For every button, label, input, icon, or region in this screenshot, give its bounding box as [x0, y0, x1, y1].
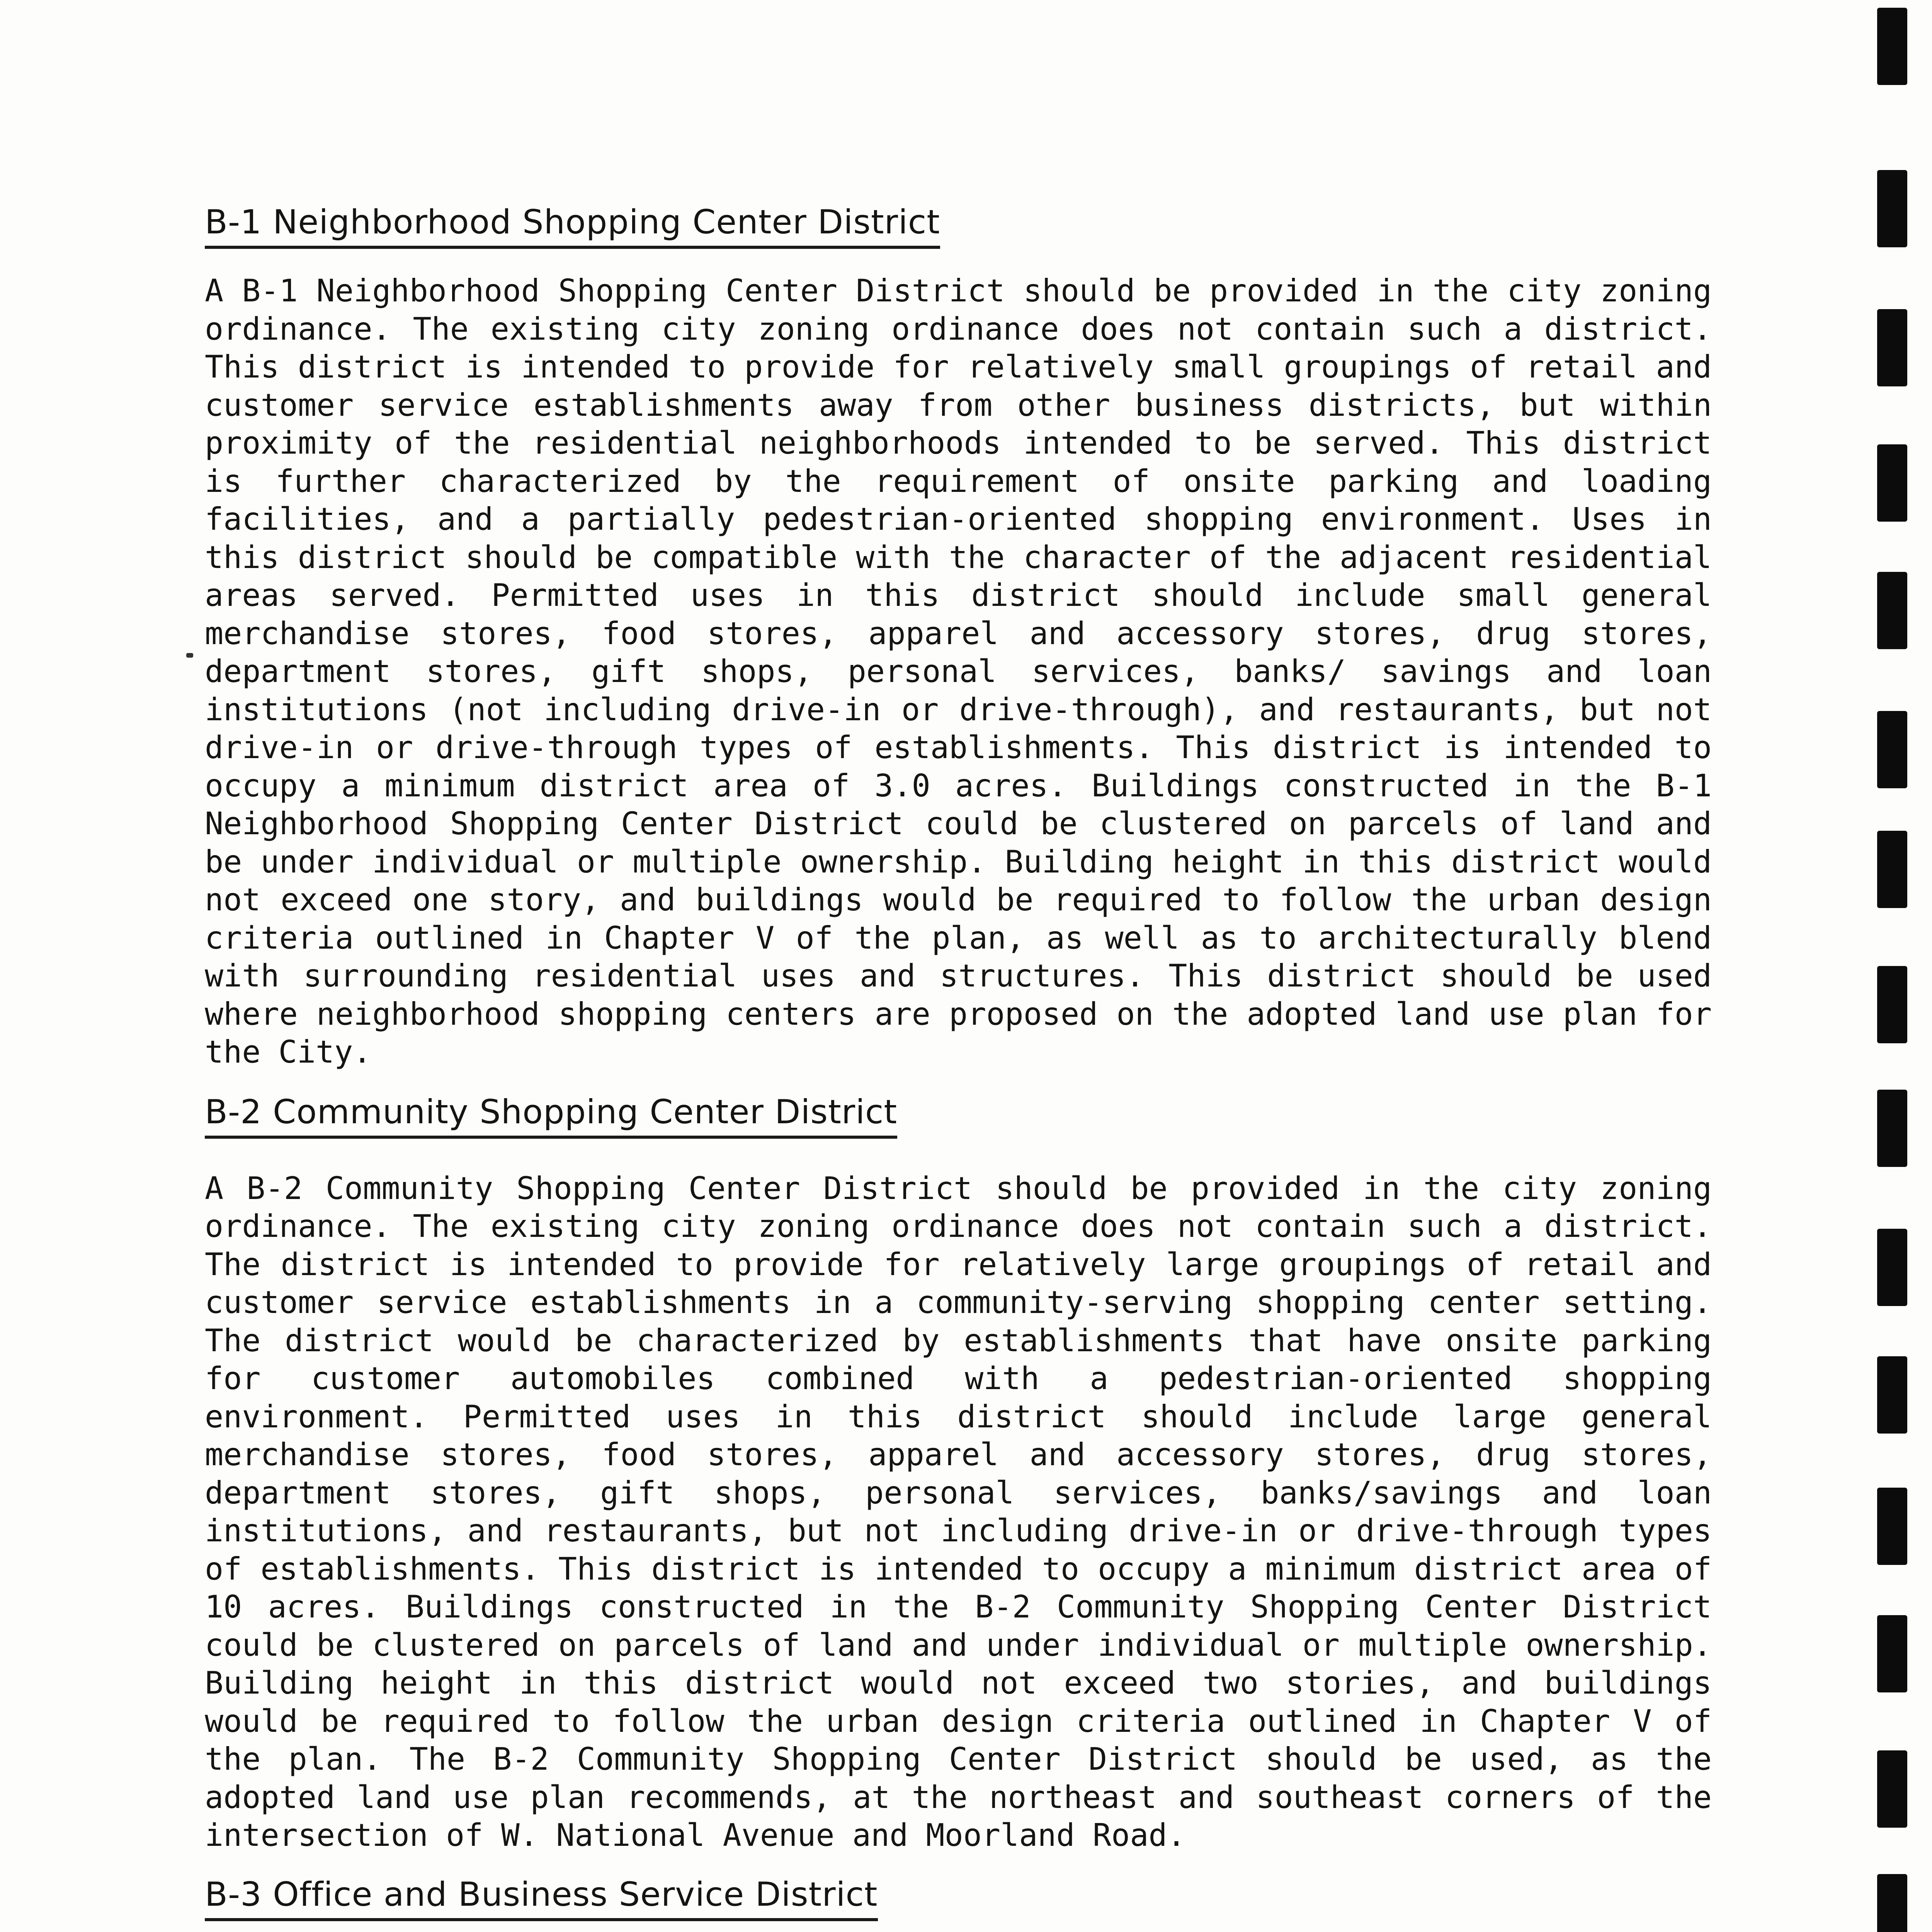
binding-mark [1877, 1356, 1907, 1434]
binding-edge [1877, 0, 1908, 1932]
section-paragraph-b1: A B-1 Neighborhood Shopping Center District should be provided in the city zoning ordinance. The existing city zoning ordinance does not contain such a district. This district is intended to provide for relatively small groupings of retail and customer service establishments away from other business districts, but within proximity of the residential neighborhoods intended to be served. This district is further characterized by the requirement of onsite parking and loading facilities, and a partially pedestrian-oriented shopping environment. Uses in this district should be compatible with the character of the adjacent residential areas served. Permitted uses in this district should include small general merchandise stores, food stores, apparel and accessory stores, drug stores, department stores, gift shops, personal services, banks/ savings and loan institutions (not including drive-in or drive-through), and restaurants, but not drive-in or drive-through types of establishments. This district is intended to occupy a minimum district area of 3.0 acres. Buildings constructed in the B-1 Neighborhood Shopping Center District could be clustered on parcels of land and be under individual or multiple ownership. Building height in this district would not exceed one story, and buildings would be required to follow the urban design criteria outlined in Chapter V of the plan, as well as to architecturally blend with surrounding residential uses and structures. This district should be used where neighborhood shopping centers are proposed on the adopted land use plan for the City. [205, 273, 1712, 1070]
binding-mark [1877, 1090, 1907, 1167]
page-content [205, 201, 1712, 1932]
section-heading-b2: B-2 Community Shopping Center District [205, 1091, 897, 1139]
section-heading-b3: B-3 Office and Business Service District [205, 1873, 878, 1921]
binding-mark [1877, 1229, 1907, 1306]
binding-mark [1877, 831, 1907, 908]
binding-mark [1877, 8, 1907, 85]
stray-ink-mark [186, 653, 193, 658]
binding-mark [1877, 1750, 1907, 1828]
binding-mark [1877, 572, 1907, 649]
binding-mark [1877, 1874, 1907, 1932]
section-paragraph-b2: A B-2 Community Shopping Center District should be provided in the city zoning ordinance. The existing city zoning ordinance does not contain such a district. The district is intended to provide for relatively large groupings of retail and customer service establishments in a community-serving shopping center setting. The district would be characterized by establishments that have onsite parking for customer automobiles combined with a pedestrian-oriented shopping environment. Permitted uses in this district should include large general merchandise stores, food stores, apparel and accessory stores, drug stores, department stores, gift shops, personal services, banks/savings and loan institutions, and restaurants, but not including drive-in or drive-through types of establishments. This district is intended to occupy a minimum district area of 10 acres. Buildings constructed in the B-2 Community Shopping Center District could be clustered on parcels of land and under individual or multiple ownership. Building height in this district would not exceed two stories, and buildings would be required to follow the urban design criteria outlined in Chapter V of the plan. The B-2 Community Shopping Center District should be used, as the adopted land use plan recommends, at the northeast and southeast corners of the intersection of W. National Avenue and Moorland Road. [205, 1170, 1712, 1853]
binding-mark [1877, 1615, 1907, 1692]
binding-mark [1877, 711, 1907, 788]
section-b1 [205, 201, 1712, 1071]
section-b3 [205, 1855, 1712, 1932]
section-b2 [205, 1071, 1712, 1855]
binding-mark [1877, 444, 1907, 522]
binding-mark [1877, 309, 1907, 386]
section-heading-b1: B-1 Neighborhood Shopping Center District [205, 201, 940, 249]
binding-mark [1877, 966, 1907, 1043]
binding-mark [1877, 1488, 1907, 1565]
binding-mark [1877, 170, 1907, 247]
